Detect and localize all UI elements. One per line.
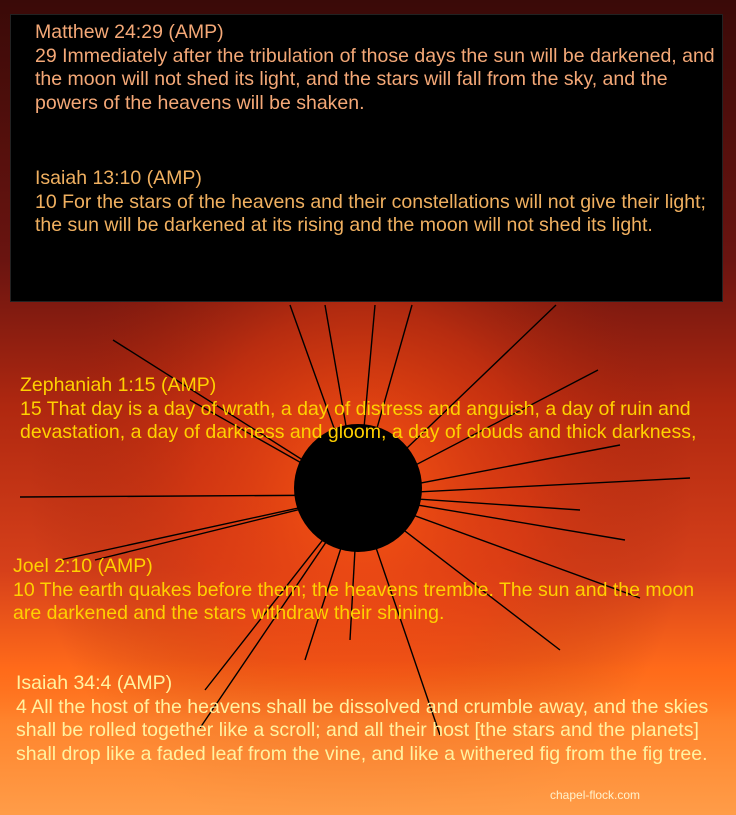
passage-reference: Matthew 24:29 (AMP) — [35, 21, 224, 43]
passage-reference: Joel 2:10 (AMP) — [13, 555, 153, 577]
passage-zephaniah — [20, 374, 700, 445]
passage-reference: Isaiah 13:10 (AMP) — [35, 167, 202, 189]
passage-isaiah-13 — [35, 167, 720, 238]
passage-text: 4 All the host of the heavens shall be dissolved and crumble away, and the skies shall be rolled together like a scroll; and all their host [the stars and the planets] shall drop like a faded leaf from the vine, and like a withered fig from the fig tree. — [16, 695, 709, 765]
passage-reference: Isaiah 34:4 (AMP) — [16, 672, 173, 694]
passage-text: 10 The earth quakes before them; the heavens tremble. The sun and the moon are darkened and the stars withdraw their shining. — [13, 578, 695, 624]
passage-joel — [13, 555, 713, 626]
passage-reference: Zephaniah 1:15 (AMP) — [20, 374, 217, 396]
passage-text: 15 That day is a day of wrath, a day of distress and anguish, a day of ruin and devastation, a day of darkness and gloom, a day of clouds and thick darkness, — [20, 397, 697, 443]
passage-text: 10 For the stars of the heavens and their constellations will not give their light; the sun will be darkened at its rising and the moon will not shed its light. — [35, 190, 706, 236]
passage-matthew — [35, 21, 715, 115]
passage-text: 29 Immediately after the tribulation of those days the sun will be darkened, and the moon will not shed its light, and the stars will fall from the sky, and the powers of the heavens will be shaken. — [35, 44, 715, 114]
passage-isaiah-34 — [16, 672, 726, 766]
watermark: chapel-flock.com — [550, 788, 641, 802]
